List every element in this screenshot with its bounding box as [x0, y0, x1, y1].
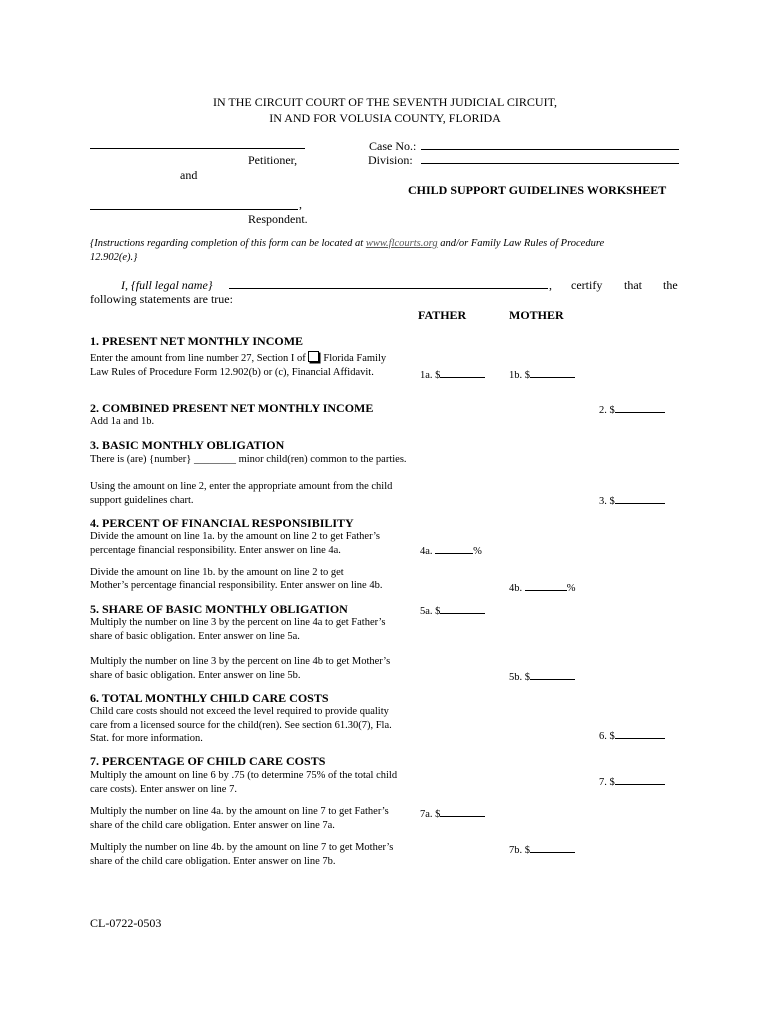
line-4b-label: 4b. [509, 583, 523, 594]
section-1-heading: 1. PRESENT NET MONTHLY INCOME [90, 334, 304, 348]
section-6-heading: 6. TOTAL MONTHLY CHILD CARE COSTS [90, 691, 329, 705]
line-7-field [599, 773, 665, 788]
certify-line2: following statements are true: [90, 292, 233, 306]
line-3-input[interactable] [615, 492, 665, 504]
respondent-comma: , [299, 197, 302, 211]
section-4-text-b2: Mother’s percentage financial responsibility. Enter answer on line 4b. [90, 580, 383, 591]
form-code: CL-0722-0503 [90, 916, 162, 930]
certify-word: certify [571, 278, 603, 292]
line-1a-input[interactable] [440, 366, 485, 378]
instructions-line1 [90, 238, 604, 249]
form-title: CHILD SUPPORT GUIDELINES WORKSHEET [408, 183, 667, 197]
section-1-text-c: Family Law Rules of Procedure Form 12.902(b) or (c), Financial Affidavit. [90, 353, 387, 378]
line-2-field [599, 401, 665, 416]
line-2-label: 2. $ [599, 405, 615, 416]
case-no-label: Case No.: [369, 139, 417, 153]
full-legal-name-field[interactable] [229, 278, 548, 289]
section-2-text: Add 1a and 1b. [90, 416, 155, 427]
line-4b-input[interactable] [525, 579, 567, 591]
section-1-text-b: Florida [323, 353, 354, 364]
section-5-text-a: Multiply the number on line 3 by the percent on line 4a to get Father’s share of basic obligation. Enter answer on line 5a. [90, 617, 386, 642]
the-word: the [663, 278, 678, 292]
division-field[interactable] [421, 153, 679, 164]
line-6-input[interactable] [615, 727, 665, 739]
instructions-line2: 12.902(e).} [90, 252, 138, 263]
flcourts-link[interactable]: www.flcourts.org [365, 238, 438, 249]
line-7b-label: 7b. $ [509, 845, 530, 856]
section-5-text-b: Multiply the number on line 3 by the percent on line 4b to get Mother’s share of basic obligation. Enter answer on line 5b. [90, 656, 391, 681]
line-1b-field [509, 366, 575, 381]
line-1b-input[interactable] [530, 366, 575, 378]
line-5a-label: 5a. $ [420, 606, 441, 617]
line-6-label: 6. $ [599, 731, 615, 742]
father-column-header: FATHER [418, 308, 467, 322]
that-word: that [624, 278, 642, 292]
line-3-label: 3. $ [599, 496, 615, 507]
line-7-label: 7. $ [599, 777, 615, 788]
case-no-field[interactable] [421, 139, 679, 150]
petitioner-name-field[interactable] [90, 138, 305, 149]
section-4-text-b1: Divide the amount on line 1b. by the amount on line 2 to get [90, 567, 344, 578]
section-4-heading: 4. PERCENT OF FINANCIAL RESPONSIBILITY [90, 516, 354, 530]
line-7a-label: 7a. $ [420, 809, 441, 820]
section-7-text-b: Multiply the number on line 4b. by the amount on line 7 to get Mother’s share of the child care obligation. Enter answer on line 7b. [90, 842, 394, 867]
line-1a-field [420, 366, 485, 381]
section-7-heading: 7. PERCENTAGE OF CHILD CARE COSTS [90, 754, 326, 768]
section-7-text: Multiply the amount on line 6 by .75 (to determine 75% of the total child care costs). Enter answer on line 7. [90, 770, 398, 795]
section-1-text-a: Enter the amount from line number 27, Section I of [90, 353, 306, 364]
line-5a-input[interactable] [440, 602, 485, 614]
division-label: Division: [368, 153, 413, 167]
line-7b-field [509, 841, 575, 856]
line-5b-label: 5b. $ [509, 672, 530, 683]
checkbox-icon [308, 351, 319, 362]
respondent-label: Respondent. [248, 212, 308, 226]
and-label: and [180, 168, 198, 182]
respondent-name-field[interactable] [90, 199, 298, 210]
line-4b-field [509, 579, 576, 594]
line-7a-field [420, 805, 485, 820]
certify-comma: , [549, 278, 552, 292]
line-5a-field [420, 602, 485, 617]
full-legal-name-label: I, {full legal name} [121, 278, 213, 292]
line-4b-percent: % [566, 583, 576, 594]
line-4a-percent: % [473, 546, 482, 557]
line-5b-input[interactable] [530, 668, 575, 680]
line-2-input[interactable] [615, 401, 665, 413]
court-heading-line2: IN AND FOR VOLUSIA COUNTY, FLORIDA [269, 111, 501, 125]
section-3-text-a: There is (are) {number} ________ minor child(ren) common to the parties. [90, 454, 407, 465]
line-7b-input[interactable] [530, 841, 575, 853]
certify-intro [121, 278, 213, 293]
line-6-field [599, 727, 665, 742]
instructions-suffix: and/or Family Law Rules of Procedure [437, 238, 605, 249]
line-5b-field [509, 668, 575, 683]
line-4a-field [420, 542, 482, 557]
section-1-text [90, 351, 400, 379]
section-5-heading: 5. SHARE OF BASIC MONTHLY OBLIGATION [90, 602, 348, 616]
line-4a-input[interactable] [435, 542, 473, 554]
section-3-text-b: Using the amount on line 2, enter the appropriate amount from the child support guidelines chart. [90, 481, 393, 506]
section-3-heading: 3. BASIC MONTHLY OBLIGATION [90, 438, 285, 452]
instructions-prefix: {Instructions regarding completion of this form can be located at [90, 238, 366, 249]
court-heading-line1: IN THE CIRCUIT COURT OF THE SEVENTH JUDICIAL CIRCUIT, [212, 95, 558, 109]
mother-column-header: MOTHER [509, 308, 564, 322]
petitioner-label: Petitioner, [248, 153, 298, 167]
line-7a-input[interactable] [440, 805, 485, 817]
line-3-field [599, 492, 665, 507]
section-6-text: Child care costs should not exceed the level required to provide quality care from a licensed source for the child(ren). See section 61.30(7), Fla. Stat. for more information. [90, 706, 392, 744]
section-4-text-a: Divide the amount on line 1a. by the amount on line 2 to get Father’s percentage financial responsibility. Enter answer on line 4a. [90, 531, 380, 556]
section-2-heading: 2. COMBINED PRESENT NET MONTHLY INCOME [90, 401, 374, 415]
section-7-text-a: Multiply the number on line 4a. by the amount on line 7 to get Father’s share of the child care obligation. Enter answer on line 7a. [90, 806, 389, 831]
line-1b-label: 1b. $ [509, 370, 530, 381]
line-7-input[interactable] [615, 773, 665, 785]
line-4a-label: 4a. [420, 546, 433, 557]
line-1a-label: 1a. $ [420, 370, 441, 381]
